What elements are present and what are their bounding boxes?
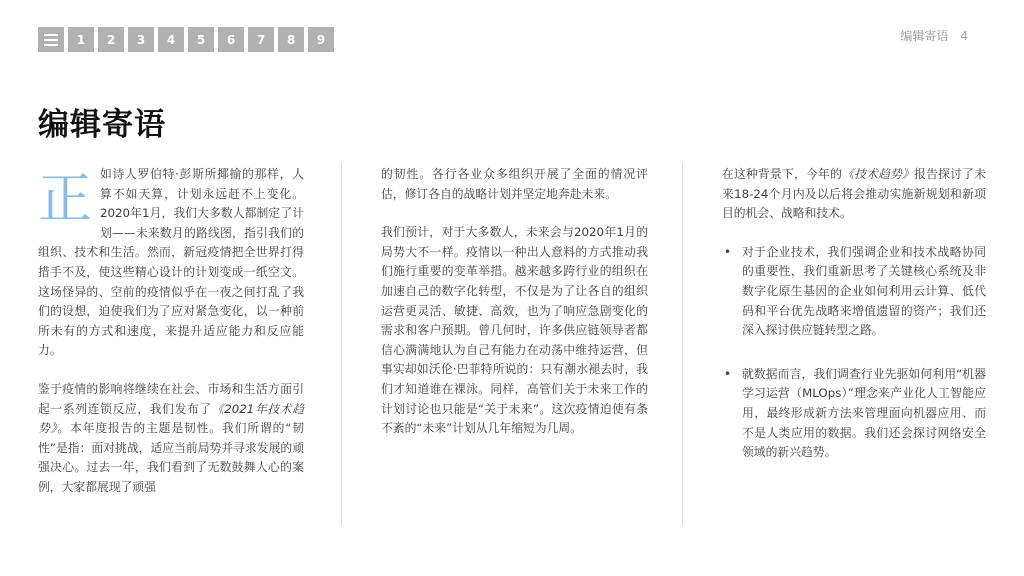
nav-item-2[interactable]: 2: [98, 27, 124, 52]
paragraph: [38, 165, 304, 361]
page-title: 编辑寄语: [38, 107, 166, 143]
running-header: [900, 27, 968, 44]
column-3: [722, 165, 986, 487]
paragraph: 的韧性。各行各业众多组织开展了全面的情况评估，修订各自的战略计划并坚定地奔赴未来。: [381, 167, 648, 201]
paragraph: 我们预计，对于大多数人，未来会与2020年1月的局势大不一样。疫情以一种出人意料的方式推动我们施行重要的变革举措。越来越多跨行业的组织在加速自己的数字化转型，不仅是为了让各自的组织运营更灵活、敏捷、高效，也为了响应急剧变化的需求和客户预期。曾几何时，许多供应链领导者都信心满满地认为自己有能力在动荡中维持运营，但事实却如沃伦·巴菲特所说的：只有潮水褪去时，我们才知道谁在裸泳。同样，高管们关于未来工作的计划讨论也只能是“关于未来”。这次疫情迫使有条不紊的“未来”计划从几年缩短为几周。: [381, 225, 648, 436]
column-2: [381, 165, 648, 458]
paragraph-text: 。本年度报告的主题是韧性。我们所谓的“韧性”是指：面对挑战，适应当前局势并寻求发展的顽强决心。过去一年，我们看到了无数鼓舞人心的案例，大家都展现了顽强: [38, 421, 304, 494]
nav-item-8[interactable]: 8: [278, 27, 304, 52]
paragraph: [38, 380, 304, 498]
section-title: 编辑寄语: [900, 29, 949, 43]
paragraph-text: 在这种背景下，今年的: [722, 167, 843, 181]
report-title: 《技术趋势》: [842, 167, 915, 181]
bullet-icon: •: [724, 366, 732, 381]
paragraph-text: 报告探讨了未来18-24个月内及以后将会推动实施新规划和新项目的机会、战略和技术。: [722, 167, 986, 221]
drop-cap: 正: [38, 167, 92, 230]
nav-item-9[interactable]: 9: [308, 27, 334, 52]
nav-item-1[interactable]: 1: [68, 27, 94, 52]
paragraph: [722, 165, 986, 224]
chapter-nav: [38, 27, 334, 52]
paragraph-text: 如诗人罗伯特·彭斯所揶揄的那样，人算不如天算，计划永远赶不上变化。2020年1月，我们大多数人都制定了计划——未来数月的路线图，指引我们的组织、技术和生活。然而，新冠疫情把全世界打得措手不及，使这些精心设计的计划变成一纸空文。这场怪异的、空前的疫情似乎在一夜之间打乱了我们的设想，迫使我们为了应对紧急变化，以一种前所未有的方式和速度，来提升适应能力和反应能力。: [38, 167, 304, 358]
list-item: [722, 365, 986, 463]
nav-item-5[interactable]: 5: [188, 27, 214, 52]
nav-item-3[interactable]: 3: [128, 27, 154, 52]
list-item-text: 对于企业技术，我们强调企业和技术战略协同的重要性，我们重新思考了关键核心系统及非数字化原生基因的企业如何利用云计算、低代码和平台优先战略来增值遗留的资产；我们还深入探讨供应链转型之路。: [742, 244, 986, 338]
column-divider: [682, 163, 683, 525]
bullet-icon: •: [724, 244, 732, 259]
report-title: 《2021年技术趋势》: [38, 401, 304, 436]
page-number: 4: [960, 29, 968, 43]
bullet-list: [722, 243, 986, 463]
list-item-text: 就数据而言，我们调查行业先驱如何利用“机器学习运营（MLOps）”理念来产业化人工智能应用，最终形成新方法来管理面向机器应用、而不是人类应用的数据。我们还会探讨网络安全领域的新兴趋势。: [742, 366, 986, 460]
column-divider: [341, 163, 342, 525]
list-item: [722, 243, 986, 341]
nav-item-6[interactable]: 6: [218, 27, 244, 52]
menu-button[interactable]: [38, 27, 64, 52]
column-1: [38, 165, 304, 517]
nav-item-7[interactable]: 7: [248, 27, 274, 52]
menu-icon: [44, 34, 58, 46]
nav-item-4[interactable]: 4: [158, 27, 184, 52]
paragraph-text: 鉴于疫情的影响将继续在社会、市场和生活方面引起一系列连锁反应，我们发布了: [38, 381, 304, 416]
